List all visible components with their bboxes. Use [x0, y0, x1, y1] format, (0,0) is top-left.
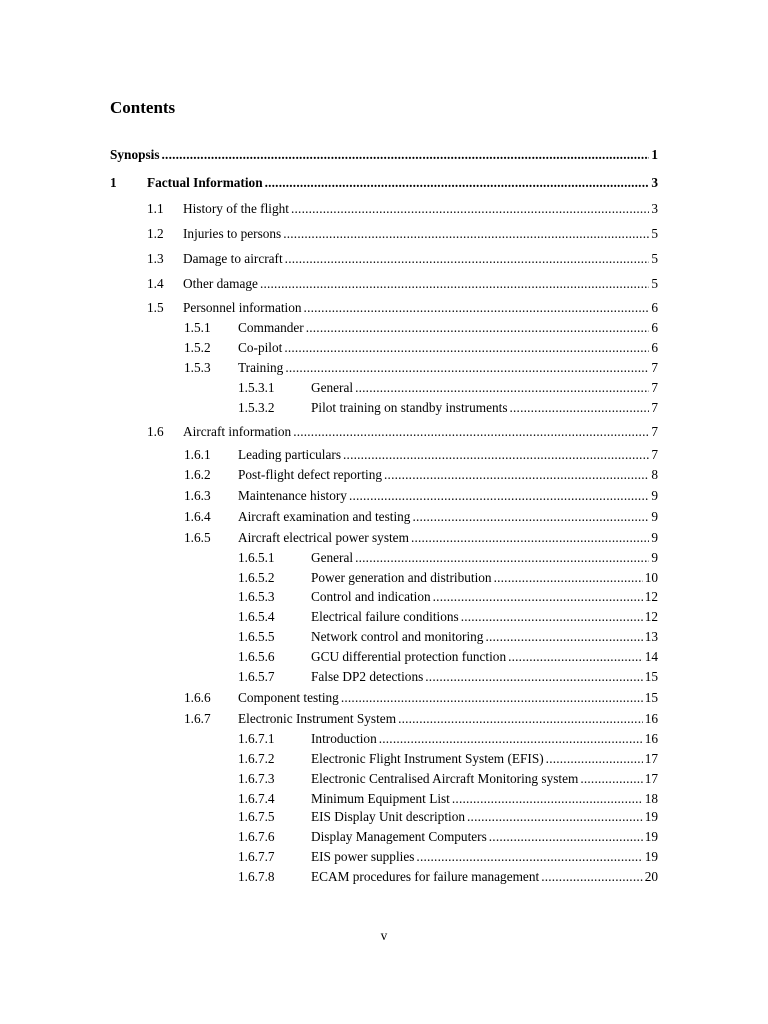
- dot-leader: [341, 689, 643, 707]
- toc-entry: [110, 174, 658, 192]
- toc-entry-number: 1.6.1: [184, 447, 211, 462]
- toc-entry-title: History of the flight: [183, 201, 289, 216]
- toc-entry: [238, 848, 658, 866]
- toc-entry: [238, 808, 658, 826]
- toc-entry-page: 12: [644, 589, 658, 604]
- toc-entry-page: 18: [644, 791, 658, 806]
- dot-leader: [510, 399, 650, 417]
- dot-leader: [293, 423, 649, 441]
- dot-leader: [508, 648, 643, 666]
- dot-leader: [349, 487, 649, 505]
- toc-entry-number: 1.6.7.1: [238, 731, 275, 746]
- toc-entry-page: 1: [651, 147, 658, 162]
- toc-entry-page: 15: [644, 690, 658, 705]
- toc-entry-title: Electronic Centralised Aircraft Monitoring system: [311, 771, 579, 786]
- toc-entry-page: 7: [651, 424, 658, 439]
- toc-entry-title: Electrical failure conditions: [311, 609, 459, 624]
- toc-entry-number: 1.6.7.4: [238, 791, 275, 806]
- toc-entry-title: Commander: [238, 320, 304, 335]
- toc-entry-title: EIS Display Unit description: [311, 809, 466, 824]
- dot-leader: [494, 569, 643, 587]
- toc-entry-number: 1.5.1: [184, 320, 211, 335]
- toc-entry-number: 1.6.7.3: [238, 771, 275, 786]
- toc-entry-number: 1.6.3: [184, 488, 211, 503]
- toc-entry-page: 7: [651, 400, 658, 415]
- toc-entry-number: 1.6.7: [184, 711, 211, 726]
- toc-entry: [238, 569, 658, 587]
- toc-entry-page: 3: [651, 201, 658, 216]
- toc-entry-title: General: [311, 380, 354, 395]
- toc-entry-number: 1.6.7.6: [238, 829, 275, 844]
- toc-entry-number: 1.6.5.3: [238, 589, 275, 604]
- dot-leader: [425, 668, 642, 686]
- toc-entry-page: 9: [651, 509, 658, 524]
- dot-leader: [285, 250, 650, 268]
- dot-leader: [291, 200, 649, 218]
- toc-entry-page: 6: [651, 320, 658, 335]
- toc-entry: [184, 359, 658, 377]
- toc-entry-page: 5: [651, 251, 658, 266]
- toc-entry-title: Training: [238, 360, 284, 375]
- toc-entry-title: Synopsis: [110, 147, 160, 162]
- dot-leader: [467, 808, 643, 826]
- toc-entry-title: Network control and monitoring: [311, 629, 484, 644]
- dot-leader: [343, 446, 649, 464]
- toc-entry: [238, 608, 658, 626]
- toc-entry-number: 1.6.7.5: [238, 809, 275, 824]
- toc-entry: [238, 868, 658, 886]
- toc-entry: [238, 750, 658, 768]
- toc-entry-number: 1.6.7.7: [238, 849, 275, 864]
- toc-entry-page: 15: [644, 669, 658, 684]
- toc-entry: [238, 379, 658, 397]
- dot-leader: [355, 379, 649, 397]
- toc-entry-title: Leading particulars: [238, 447, 342, 462]
- dot-leader: [162, 146, 650, 164]
- toc-entry-number: 1.5: [147, 300, 164, 315]
- toc-entry: [238, 790, 658, 808]
- dot-leader: [580, 770, 642, 788]
- dot-leader: [283, 225, 649, 243]
- toc-entry: [147, 299, 658, 317]
- dot-leader: [411, 529, 649, 547]
- toc-entry-page: 3: [651, 175, 658, 190]
- toc-entry: [147, 200, 658, 218]
- toc-entry-number: 1.6: [147, 424, 164, 439]
- toc-entry-title: Damage to aircraft: [183, 251, 283, 266]
- dot-leader: [306, 319, 650, 337]
- toc-entry-number: 1.6.5.4: [238, 609, 275, 624]
- toc-entry-page: 19: [644, 829, 658, 844]
- toc-entry: [184, 466, 658, 484]
- dot-leader: [546, 750, 643, 768]
- toc-entry: [238, 668, 658, 686]
- toc-entry-number: 1.6.5.2: [238, 570, 275, 585]
- toc-entry-title: Introduction: [311, 731, 377, 746]
- toc-entry-number: 1.6.2: [184, 467, 211, 482]
- page-number-footer: v: [380, 928, 388, 943]
- toc-entry-number: 1.5.2: [184, 340, 211, 355]
- toc-entry-title: Power generation and distribution: [311, 570, 492, 585]
- toc-entry-number: 1.6.5: [184, 530, 211, 545]
- toc-entry-number: 1.1: [147, 201, 164, 216]
- toc-entry: [147, 275, 658, 293]
- toc-entry-title: Electronic Flight Instrument System (EFIS): [311, 751, 544, 766]
- toc-entry-page: 9: [651, 488, 658, 503]
- toc-entry-number: 1.5.3.1: [238, 380, 275, 395]
- dot-leader: [285, 359, 649, 377]
- toc-entry-page: 13: [644, 629, 658, 644]
- toc-entry-number: 1.6.5.7: [238, 669, 275, 684]
- dot-leader: [485, 628, 642, 646]
- toc-entry-title: Electronic Instrument System: [238, 711, 397, 726]
- toc-entry-title: Control and indication: [311, 589, 431, 604]
- toc-entry-number: 1.2: [147, 226, 164, 241]
- toc-entry: [238, 399, 658, 417]
- toc-entry-title: General: [311, 550, 354, 565]
- toc-entry-title: Maintenance history: [238, 488, 347, 503]
- dot-leader: [355, 549, 649, 567]
- dot-leader: [416, 848, 642, 866]
- toc-entry: [238, 770, 658, 788]
- toc-entry-title: Other damage: [183, 276, 258, 291]
- toc-entry-page: 16: [644, 711, 658, 726]
- toc-entry: [184, 487, 658, 505]
- toc-entry: [238, 588, 658, 606]
- toc-entry-number: 1.5.3.2: [238, 400, 275, 415]
- toc-entry-title: Post-flight defect reporting: [238, 467, 383, 482]
- toc-entry-number: 1.5.3: [184, 360, 211, 375]
- toc-entry-page: 8: [651, 467, 658, 482]
- dot-leader: [433, 588, 643, 606]
- toc-entry-page: 17: [644, 751, 658, 766]
- toc-entry-page: 19: [644, 849, 658, 864]
- toc-entry-page: 19: [644, 809, 658, 824]
- toc-entry-number: 1.6.6: [184, 690, 211, 705]
- toc-entry-page: 9: [651, 550, 658, 565]
- toc-entry-page: 5: [651, 276, 658, 291]
- toc-entry: [238, 828, 658, 846]
- dot-leader: [304, 299, 650, 317]
- toc-entry-title: GCU differential protection function: [311, 649, 507, 664]
- toc-entry-page: 20: [644, 869, 658, 884]
- toc-entry-title: Display Management Computers: [311, 829, 487, 844]
- dot-leader: [284, 339, 649, 357]
- toc-entry-title: False DP2 detections: [311, 669, 424, 684]
- toc-entry: [184, 446, 658, 464]
- toc-entry: [184, 319, 658, 337]
- toc-entry-title: Injuries to persons: [183, 226, 282, 241]
- toc-entry-page: 7: [651, 447, 658, 462]
- toc-entry-page: 9: [651, 530, 658, 545]
- toc-entry: [238, 549, 658, 567]
- dot-leader: [260, 275, 649, 293]
- toc-entry: [238, 648, 658, 666]
- toc-entry: [147, 250, 658, 268]
- dot-leader: [489, 828, 643, 846]
- toc-entry-page: 7: [651, 360, 658, 375]
- toc-entry-number: 1.4: [147, 276, 164, 291]
- toc-entry-title: Component testing: [238, 690, 339, 705]
- contents-heading: Contents: [110, 98, 176, 117]
- toc-entry: [184, 689, 658, 707]
- toc-entry-title: Aircraft examination and testing: [238, 509, 411, 524]
- dot-leader: [265, 174, 650, 192]
- toc-entry-title: Co-pilot: [238, 340, 283, 355]
- toc-entry-page: 5: [651, 226, 658, 241]
- toc-entry-page: 6: [651, 300, 658, 315]
- toc-entry-number: 1: [110, 175, 117, 190]
- toc-entry-page: 17: [644, 771, 658, 786]
- toc-entry-title: Personnel information: [183, 300, 302, 315]
- toc-entry-page: 10: [644, 570, 658, 585]
- dot-leader: [398, 710, 643, 728]
- toc-entry-title: Pilot training on standby instruments: [311, 400, 508, 415]
- toc-entry: [184, 508, 658, 526]
- toc-entry-number: 1.6.5.1: [238, 550, 275, 565]
- toc-entry-number: 1.3: [147, 251, 164, 266]
- toc-entry-title: Factual Information: [147, 175, 263, 190]
- toc-entry-title: Minimum Equipment List: [311, 791, 450, 806]
- toc-entry-page: 12: [644, 609, 658, 624]
- toc-entry: [184, 529, 658, 547]
- toc-entry: [147, 423, 658, 441]
- toc-entry: [184, 339, 658, 357]
- dot-leader: [461, 608, 643, 626]
- toc-entry-title: Aircraft information: [183, 424, 292, 439]
- dot-leader: [384, 466, 649, 484]
- toc-entry-title: ECAM procedures for failure management: [311, 869, 540, 884]
- dot-leader: [412, 508, 649, 526]
- toc-entry: [238, 628, 658, 646]
- toc-entry-number: 1.6.5.6: [238, 649, 275, 664]
- dot-leader: [379, 730, 643, 748]
- toc-entry-number: 1.6.5.5: [238, 629, 275, 644]
- toc-entry: [147, 225, 658, 243]
- toc-entry-number: 1.6.4: [184, 509, 211, 524]
- toc-entry-title: Aircraft electrical power system: [238, 530, 409, 545]
- toc-entry-page: 16: [644, 731, 658, 746]
- dot-leader: [541, 868, 643, 886]
- toc-entry: [184, 710, 658, 728]
- toc-entry-page: 14: [644, 649, 658, 664]
- toc-entry-number: 1.6.7.8: [238, 869, 275, 884]
- toc-entry-title: EIS power supplies: [311, 849, 415, 864]
- toc-entry-page: 6: [651, 340, 658, 355]
- dot-leader: [452, 790, 643, 808]
- toc-entry: [238, 730, 658, 748]
- toc-entry: [110, 146, 658, 164]
- toc-entry-page: 7: [651, 380, 658, 395]
- toc-entry-number: 1.6.7.2: [238, 751, 275, 766]
